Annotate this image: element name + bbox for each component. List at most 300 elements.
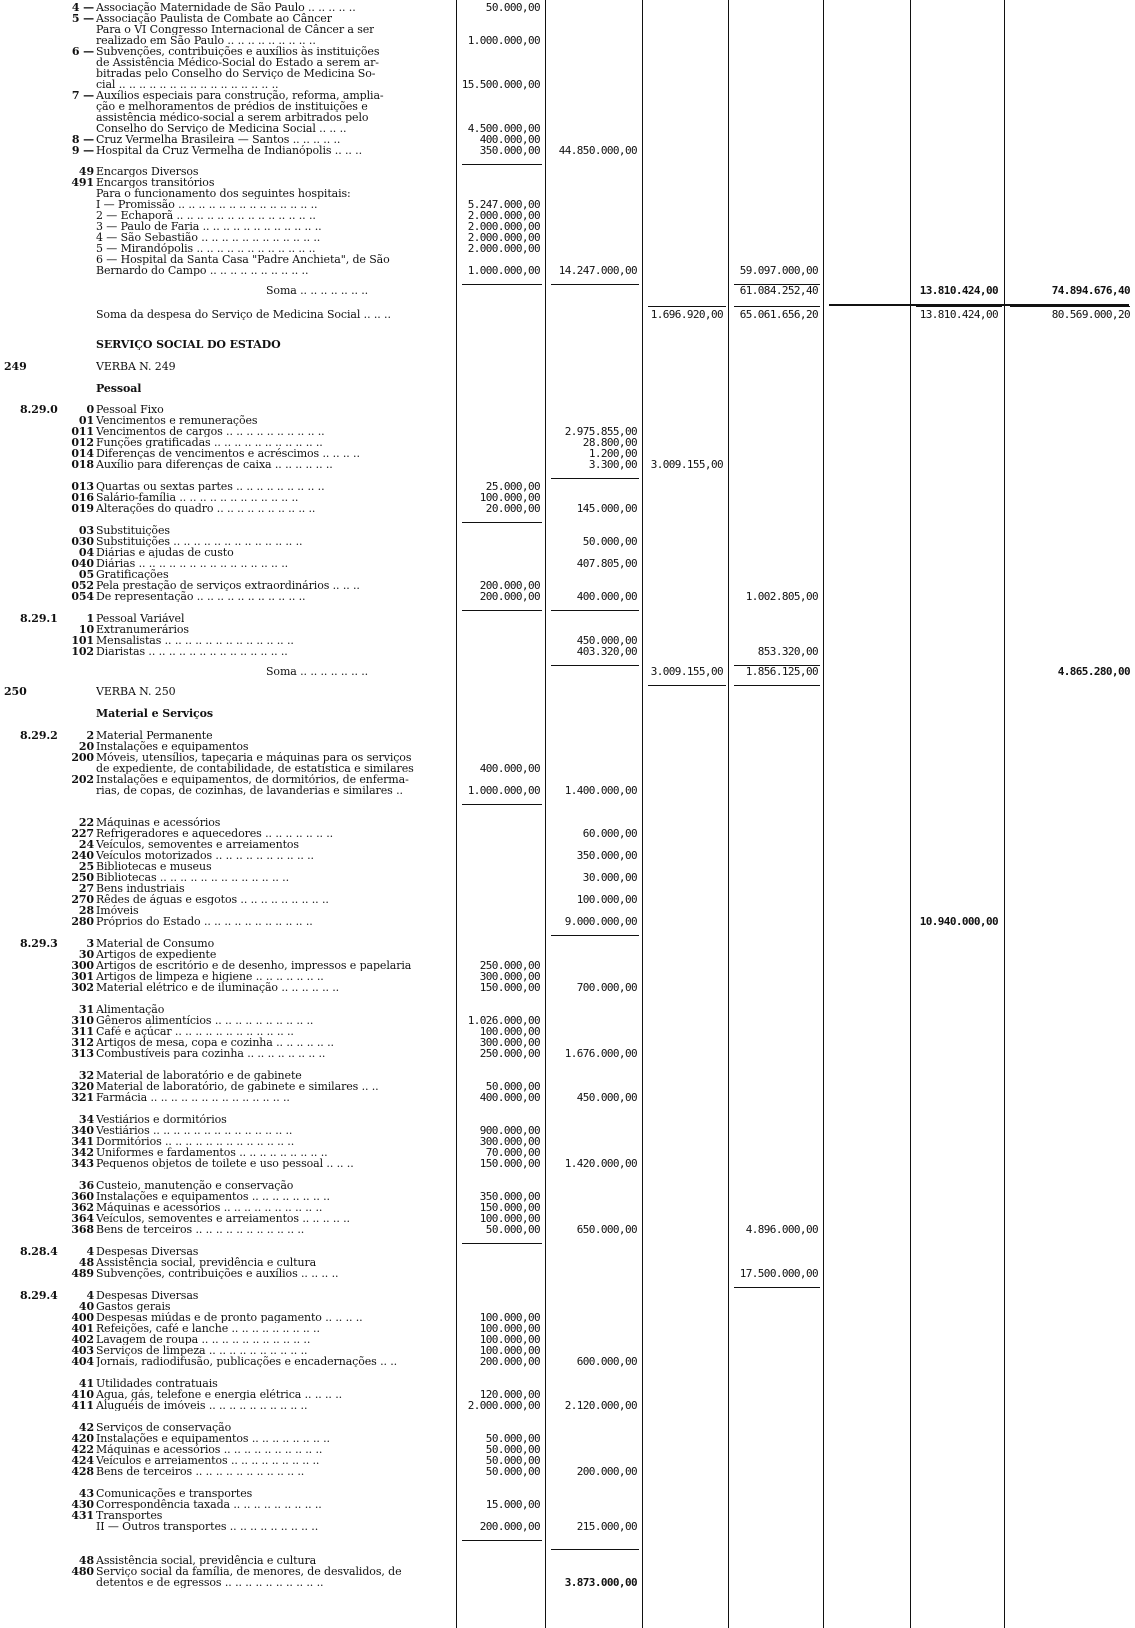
line-label: Conselho do Serviço de Medicina Social .. .. .. [96, 123, 347, 134]
line-subcode: 8 — [71, 133, 94, 146]
line-label: de Assistência Médico-Social do Estado a serem ar- [96, 57, 379, 68]
total-rule [1010, 306, 1130, 307]
total-rule [462, 164, 542, 165]
column-rule [823, 0, 824, 1628]
column-rule [910, 0, 911, 1628]
amount-c1: 50.000,00 [485, 1080, 540, 1093]
line-label: rias, de copas, de cozinhas, de lavanderias e similares .. [96, 785, 403, 796]
amount-c3: 3.009.155,00 [650, 458, 723, 471]
line-subcode: 41 [78, 1377, 94, 1390]
line-label: Uniformes e fardamentos .. .. .. .. .. .. .. .. .. [96, 1147, 328, 1158]
line-label: II — Outros transportes .. .. .. .. .. .. .. .. .. [96, 1521, 319, 1532]
line-label: Substituições [96, 525, 170, 536]
total-rule [551, 665, 639, 666]
amount-c1: 100.000,00 [479, 491, 540, 504]
amount-c1: 50.000,00 [485, 1465, 540, 1478]
line-label: Despesas miúdas e de pronto pagamento .. .. .. .. [96, 1312, 363, 1323]
amount-c2: 2.975.855,00 [564, 425, 637, 438]
line-label: Bernardo do Campo .. .. .. .. .. .. .. .. .. .. [96, 265, 309, 276]
line-label: realizado em São Paulo .. .. .. .. .. .. .. .. .. [96, 35, 316, 46]
line-label: Bens de terceiros .. .. .. .. .. .. .. .. .. .. .. [96, 1224, 305, 1235]
line-label: Hospital da Cruz Vermelha de Indianópolis .. .. .. [96, 145, 362, 156]
line-label: Assistência social, previdência e cultura [96, 1257, 317, 1268]
line-label: Pessoal Variável [96, 613, 185, 624]
line-subcode: 312 [71, 1036, 94, 1049]
amount-c1: 120.000,00 [479, 1388, 540, 1401]
amount-c1: 300.000,00 [479, 970, 540, 983]
line-label: Associação Paulista de Combate ao Câncer [96, 13, 332, 24]
amount-c2: 650.000,00 [576, 1223, 637, 1236]
line-code: 8.29.3 [20, 937, 58, 950]
line-label: Serviço social da família, de menores, de desvalidos, de [96, 1566, 402, 1577]
line-label: Vencimentos de cargos .. .. .. .. .. .. .. .. .. .. [96, 426, 325, 437]
amount-c1: 15.000,00 [485, 1498, 540, 1511]
line-subcode: 49 [78, 165, 94, 178]
amount-c6: 74.894.676,40 [1051, 284, 1130, 297]
amount-c2: 407.805,00 [576, 557, 637, 570]
line-label: SERVIÇO SOCIAL DO ESTADO [96, 339, 281, 350]
line-label: Vestiários e dormitórios [96, 1114, 227, 1125]
line-label: Refeições, café e lanche .. .. .. .. .. .. .. .. .. [96, 1323, 320, 1334]
total-rule [462, 1243, 542, 1244]
line-label: Para o funcionamento dos seguintes hospitais: [96, 188, 351, 199]
line-label: Artigos de escritório e de desenho, impressos e papelaria [96, 960, 412, 971]
line-subcode: 040 [71, 557, 94, 570]
line-label: detentos e de egressos .. .. .. .. .. .. .. .. .. .. [96, 1577, 324, 1588]
line-subcode: 42 [78, 1421, 94, 1434]
line-label: 4 — São Sebastião .. .. .. .. .. .. .. .. .. .. .. .. [96, 232, 321, 243]
amount-c1: 5.247.000,00 [467, 198, 540, 211]
amount-c1: 2.000.000,00 [467, 1399, 540, 1412]
line-label: Auxílio para diferenças de caixa .. .. .. .. .. .. [96, 459, 333, 470]
line-label: Diferenças de vencimentos e acréscimos .. .. .. .. [96, 448, 360, 459]
line-label: I — Promissão .. .. .. .. .. .. .. .. .. .. .. .. .. .. [96, 199, 318, 210]
line-subcode: 403 [71, 1344, 94, 1357]
amount-c1: 1.000.000,00 [467, 784, 540, 797]
amount-c2: 44.850.000,00 [558, 144, 637, 157]
amount-c4: 853.320,00 [757, 645, 818, 658]
line-label: Custeio, manutenção e conservação [96, 1180, 294, 1191]
amount-c2: 2.120.000,00 [564, 1399, 637, 1412]
line-label: Veículos, semoventes e arreiamentos [96, 839, 299, 850]
total-rule [734, 306, 820, 307]
total-rule [648, 685, 726, 686]
line-label: Serviços de conservação [96, 1422, 232, 1433]
line-subcode: 7 — [71, 89, 94, 102]
line-subcode: 321 [71, 1091, 94, 1104]
amount-c2: 145.000,00 [576, 502, 637, 515]
line-code: 8.29.4 [20, 1289, 58, 1302]
line-label: Encargos Diversos [96, 166, 199, 177]
amount-c2: 3.873.000,00 [564, 1576, 637, 1589]
amount-c4: 4.896.000,00 [745, 1223, 818, 1236]
line-subcode: 280 [71, 915, 94, 928]
line-label: Instalações e equipamentos [96, 741, 249, 752]
line-subcode: 340 [71, 1124, 94, 1137]
line-subcode: 364 [71, 1212, 94, 1225]
line-label: Máquinas e acessórios .. .. .. .. .. .. .. .. .. .. [96, 1202, 323, 1213]
line-subcode: 311 [71, 1025, 94, 1038]
line-label: Artigos de limpeza e higiene .. .. .. .. .. .. .. [96, 971, 324, 982]
line-label: Material e Serviços [96, 708, 213, 719]
line-subcode: 6 — [71, 45, 94, 58]
line-label: Encargos transitórios [96, 177, 215, 188]
amount-c2: 700.000,00 [576, 981, 637, 994]
total-rule [551, 1549, 639, 1550]
line-label: 6 — Hospital da Santa Casa "Padre Anchieta", de São [96, 254, 390, 265]
line-subcode: 43 [78, 1487, 94, 1500]
line-label: Vestiários .. .. .. .. .. .. .. .. .. .. .. .. .. .. [96, 1125, 293, 1136]
line-label: de expediente, de contabilidade, de estatística e similares [96, 763, 414, 774]
line-label: Salário-família .. .. .. .. .. .. .. .. .. .. .. .. [96, 492, 299, 503]
line-label: De representação .. .. .. .. .. .. .. .. .. .. .. [96, 591, 306, 602]
line-subcode: 227 [71, 827, 94, 840]
line-label: Despesas Diversas [96, 1246, 199, 1257]
line-label: Máquinas e acessórios .. .. .. .. .. .. .. .. .. .. [96, 1444, 323, 1455]
line-label: Soma .. .. .. .. .. .. .. [266, 666, 369, 677]
line-subcode: 302 [71, 981, 94, 994]
line-subcode: 362 [71, 1201, 94, 1214]
amount-c1: 50.000,00 [485, 1432, 540, 1445]
line-label: Próprios do Estado .. .. .. .. .. .. .. .. .. .. .. [96, 916, 313, 927]
line-label: Veículos e arreiamentos .. .. .. .. .. .. .. .. .. [96, 1455, 320, 1466]
line-label: Transportes [96, 1510, 163, 1521]
amount-c1: 150.000,00 [479, 1201, 540, 1214]
amount-c4: 17.500.000,00 [739, 1267, 818, 1280]
line-subcode: 9 — [71, 144, 94, 157]
line-subcode: 40 [78, 1300, 94, 1313]
amount-c2: 1.420.000,00 [564, 1157, 637, 1170]
amount-c2: 100.000,00 [576, 893, 637, 906]
line-label: 3 — Paulo de Faria .. .. .. .. .. .. .. .. .. .. .. .. [96, 221, 322, 232]
amount-c1: 350.000,00 [479, 1190, 540, 1203]
line-subcode: 2 [86, 729, 94, 742]
line-subcode: 431 [71, 1509, 94, 1522]
line-subcode: 03 [78, 524, 94, 537]
line-label: VERBA N. 249 [96, 361, 176, 372]
line-label: Farmácia .. .. .. .. .. .. .. .. .. .. .. .. .. .. [96, 1092, 290, 1103]
line-label: Material elétrico e de iluminação .. .. .. .. .. .. [96, 982, 340, 993]
line-subcode: 489 [71, 1267, 94, 1280]
line-label: Comunicações e transportes [96, 1488, 253, 1499]
amount-c2: 450.000,00 [576, 634, 637, 647]
line-subcode: 250 [71, 871, 94, 884]
line-subcode: 052 [71, 579, 94, 592]
line-label: Soma .. .. .. .. .. .. .. [266, 285, 369, 296]
total-rule [462, 522, 542, 523]
line-subcode: 4 [86, 1289, 94, 1302]
line-label: VERBA N. 250 [96, 686, 176, 697]
line-label: Café e açúcar .. .. .. .. .. .. .. .. .. .. .. .. [96, 1026, 294, 1037]
amount-c6: 80.569.000,20 [1051, 308, 1130, 321]
line-label: Assistência social, previdência e cultura [96, 1555, 317, 1566]
amount-c2: 30.000,00 [582, 871, 637, 884]
line-label: Artigos de expediente [96, 949, 217, 960]
line-label: Mensalistas .. .. .. .. .. .. .. .. .. .. .. .. .. [96, 635, 294, 646]
amount-c3: 3.009.155,00 [650, 665, 723, 678]
line-subcode: 04 [78, 546, 94, 559]
line-subcode: 101 [71, 634, 94, 647]
amount-c2: 600.000,00 [576, 1355, 637, 1368]
amount-c2: 403.320,00 [576, 645, 637, 658]
line-subcode: 0 [86, 403, 94, 416]
amount-c1: 200.000,00 [479, 590, 540, 603]
line-subcode: 019 [71, 502, 94, 515]
line-subcode: 4 — [71, 1, 94, 14]
line-subcode: 016 [71, 491, 94, 504]
line-label: Quartas ou sextas partes .. .. .. .. .. .. .. .. .. [96, 481, 325, 492]
amount-c1: 4.500.000,00 [467, 122, 540, 135]
amount-c2: 400.000,00 [576, 590, 637, 603]
amount-c1: 25.000,00 [485, 480, 540, 493]
line-subcode: 012 [71, 436, 94, 449]
line-label: Bibliotecas e museus [96, 861, 212, 872]
line-subcode: 400 [71, 1311, 94, 1324]
amount-c1: 900.000,00 [479, 1124, 540, 1137]
line-label: Veículos, semoventes e arreiamentos .. .. .. .. .. [96, 1213, 350, 1224]
line-subcode: 31 [78, 1003, 94, 1016]
amount-c3: 1.696.920,00 [650, 308, 723, 321]
line-subcode: 422 [71, 1443, 94, 1456]
line-label: cial .. .. .. .. .. .. .. .. .. .. .. .. .. .. .. .. [96, 79, 279, 90]
amount-c1: 250.000,00 [479, 959, 540, 972]
line-label: Instalações e equipamentos .. .. .. .. .. .. .. .. [96, 1191, 330, 1202]
line-label: Máquinas e acessórios [96, 817, 221, 828]
amount-c1: 150.000,00 [479, 981, 540, 994]
amount-c1: 1.000.000,00 [467, 264, 540, 277]
line-label: Despesas Diversas [96, 1290, 199, 1301]
line-code: 249 [4, 360, 27, 373]
line-label: assistência médico-social a serem arbitrados pelo [96, 112, 369, 123]
amount-c2: 14.247.000,00 [558, 264, 637, 277]
total-rule [462, 804, 542, 805]
line-label: Lavagem de roupa .. .. .. .. .. .. .. .. .. .. .. [96, 1334, 311, 1345]
amount-c2: 9.000.000,00 [564, 915, 637, 928]
line-subcode: 301 [71, 970, 94, 983]
line-subcode: 013 [71, 480, 94, 493]
line-subcode: 240 [71, 849, 94, 862]
line-subcode: 402 [71, 1333, 94, 1346]
line-label: Jornais, radiodifusão, publicações e encadernações .. .. [96, 1356, 398, 1367]
line-label: Subvenções, contribuições e auxílios às instituições [96, 46, 380, 57]
line-label: Imóveis [96, 905, 139, 916]
amount-c1: 2.000.000,00 [467, 231, 540, 244]
line-subcode: 24 [78, 838, 94, 851]
line-subcode: 102 [71, 645, 94, 658]
line-subcode: 1 [86, 612, 94, 625]
line-label: Pessoal [96, 383, 142, 394]
amount-c1: 2.000.000,00 [467, 220, 540, 233]
line-label: Subvenções, contribuições e auxílios .. .. .. .. [96, 1268, 339, 1279]
line-subcode: 20 [78, 740, 94, 753]
line-subcode: 360 [71, 1190, 94, 1203]
line-subcode: 10 [78, 623, 94, 636]
line-code: 8.29.0 [20, 403, 58, 416]
amount-c2: 60.000,00 [582, 827, 637, 840]
line-code: 8.29.2 [20, 729, 58, 742]
line-label: Agua, gás, telefone e energia elétrica .. .. .. .. [96, 1389, 342, 1400]
line-label: Material de laboratório, de gabinete e similares .. .. [96, 1081, 379, 1092]
amount-c1: 100.000,00 [479, 1333, 540, 1346]
line-subcode: 32 [78, 1069, 94, 1082]
amount-c1: 300.000,00 [479, 1135, 540, 1148]
amount-c5: 10.940.000,00 [919, 915, 998, 928]
line-subcode: 428 [71, 1465, 94, 1478]
line-label: Funções gratificadas .. .. .. .. .. .. .. .. .. .. .. [96, 437, 323, 448]
line-subcode: 3 [86, 937, 94, 950]
line-label: Bens de terceiros .. .. .. .. .. .. .. .. .. .. .. [96, 1466, 305, 1477]
line-label: Material de laboratório e de gabinete [96, 1070, 302, 1081]
line-label: Alimentação [96, 1004, 165, 1015]
total-rule [734, 1287, 820, 1288]
line-subcode: 420 [71, 1432, 94, 1445]
amount-c4: 1.856.125,00 [745, 665, 818, 678]
amount-c2: 28.800,00 [582, 436, 637, 449]
amount-c2: 450.000,00 [576, 1091, 637, 1104]
line-subcode: 341 [71, 1135, 94, 1148]
line-label: Material Permanente [96, 730, 213, 741]
line-label: bitradas pelo Conselho do Serviço de Medicina So- [96, 68, 376, 79]
total-rule [462, 284, 542, 285]
line-subcode: 300 [71, 959, 94, 972]
line-label: Refrigeradores e aquecedores .. .. .. .. .. .. .. [96, 828, 334, 839]
amount-c4: 59.097.000,00 [739, 264, 818, 277]
line-label: Serviços de limpeza .. .. .. .. .. .. .. .. .. .. [96, 1345, 308, 1356]
total-rule [648, 306, 726, 307]
line-label: Dormitórios .. .. .. .. .. .. .. .. .. .. .. .. .. [96, 1136, 295, 1147]
line-subcode: 200 [71, 751, 94, 764]
line-subcode: 270 [71, 893, 94, 906]
amount-c2: 3.300,00 [588, 458, 637, 471]
amount-c1: 50.000,00 [485, 1443, 540, 1456]
amount-c2: 350.000,00 [576, 849, 637, 862]
amount-c2: 1.400.000,00 [564, 784, 637, 797]
total-rule [734, 685, 820, 686]
amount-c1: 1.000.000,00 [467, 34, 540, 47]
line-subcode: 5 — [71, 12, 94, 25]
line-subcode: 30 [78, 948, 94, 961]
line-code: 8.29.1 [20, 612, 58, 625]
line-subcode: 424 [71, 1454, 94, 1467]
line-label: Vencimentos e remunerações [96, 415, 258, 426]
line-subcode: 480 [71, 1565, 94, 1578]
line-subcode: 054 [71, 590, 94, 603]
amount-c1: 50.000,00 [485, 1223, 540, 1236]
amount-c1: 50.000,00 [485, 1454, 540, 1467]
line-subcode: 404 [71, 1355, 94, 1368]
amount-c1: 2.000.000,00 [467, 242, 540, 255]
line-subcode: 014 [71, 447, 94, 460]
amount-c1: 100.000,00 [479, 1344, 540, 1357]
line-label: Pela prestação de serviços extraordinários .. .. .. [96, 580, 360, 591]
line-subcode: 05 [78, 568, 94, 581]
amount-c4: 1.002.805,00 [745, 590, 818, 603]
line-label: Cruz Vermelha Brasileira — Santos .. .. .. .. .. [96, 134, 341, 145]
line-label: Aluguéis de imóveis .. .. .. .. .. .. .. .. .. .. [96, 1400, 308, 1411]
line-subcode: 401 [71, 1322, 94, 1335]
line-label: Rêdes de águas e esgotos .. .. .. .. .. .. .. .. .. [96, 894, 329, 905]
amount-c1: 400.000,00 [479, 133, 540, 146]
line-label: Veículos motorizados .. .. .. .. .. .. .. .. .. .. [96, 850, 314, 861]
line-subcode: 030 [71, 535, 94, 548]
amount-c1: 200.000,00 [479, 1355, 540, 1368]
line-subcode: 491 [71, 176, 94, 189]
line-label: Pessoal Fixo [96, 404, 164, 415]
total-rule [551, 610, 639, 611]
line-subcode: 430 [71, 1498, 94, 1511]
line-subcode: 36 [78, 1179, 94, 1192]
line-label: Bibliotecas .. .. .. .. .. .. .. .. .. .. .. .. .. [96, 872, 289, 883]
line-label: Diárias e ajudas de custo [96, 547, 234, 558]
amount-c6: 4.865.280,00 [1057, 665, 1130, 678]
line-subcode: 48 [78, 1256, 94, 1269]
line-label: 5 — Mirandópolis .. .. .. .. .. .. .. .. .. .. .. .. [96, 243, 316, 254]
total-rule [916, 306, 1002, 307]
line-label: Bens industriais [96, 883, 185, 894]
line-subcode: 320 [71, 1080, 94, 1093]
line-subcode: 202 [71, 773, 94, 786]
amount-c5: 13.810.424,00 [919, 284, 998, 297]
amount-c2: 50.000,00 [582, 535, 637, 548]
amount-c1: 200.000,00 [479, 579, 540, 592]
line-label: Soma da despesa do Serviço de Medicina Social .. .. .. [96, 309, 391, 320]
amount-c1: 20.000,00 [485, 502, 540, 515]
amount-c1: 300.000,00 [479, 1036, 540, 1049]
line-subcode: 310 [71, 1014, 94, 1027]
line-label: Móveis, utensílios, tapeçaria e máquinas para os serviços [96, 752, 412, 763]
line-subcode: 27 [78, 882, 94, 895]
amount-c1: 100.000,00 [479, 1212, 540, 1225]
amount-c5: 13.810.424,00 [919, 308, 998, 321]
line-code: 8.28.4 [20, 1245, 58, 1258]
line-subcode: 25 [78, 860, 94, 873]
total-rule [462, 1540, 542, 1541]
column-rule [545, 0, 546, 1628]
line-label: Para o VI Congresso Internacional de Câncer a ser [96, 24, 375, 35]
line-label: 2 — Echaporã .. .. .. .. .. .. .. .. .. .. .. .. .. .. [96, 210, 316, 221]
amount-c1: 400.000,00 [479, 1091, 540, 1104]
column-rule [642, 0, 643, 1628]
amount-c1: 2.000.000,00 [467, 209, 540, 222]
line-subcode: 01 [78, 414, 94, 427]
line-label: Utilidades contratuais [96, 1378, 218, 1389]
amount-c1: 15.500.000,00 [461, 78, 540, 91]
amount-c2: 1.200,00 [588, 447, 637, 460]
column-rule [728, 0, 729, 1628]
amount-c1: 70.000,00 [485, 1146, 540, 1159]
line-subcode: 011 [71, 425, 94, 438]
amount-c4: 65.061.656,20 [739, 308, 818, 321]
line-label: Diaristas .. .. .. .. .. .. .. .. .. .. .. .. .. .. [96, 646, 288, 657]
amount-c1: 100.000,00 [479, 1322, 540, 1335]
total-rule [551, 284, 639, 285]
line-subcode: 411 [71, 1399, 94, 1412]
total-rule [462, 610, 542, 611]
amount-c1: 1.026.000,00 [467, 1014, 540, 1027]
line-subcode: 34 [78, 1113, 94, 1126]
line-subcode: 48 [78, 1554, 94, 1567]
amount-c2: 1.676.000,00 [564, 1047, 637, 1060]
line-subcode: 313 [71, 1047, 94, 1060]
total-rule [551, 478, 639, 479]
amount-c1: 400.000,00 [479, 762, 540, 775]
column-rule [1004, 0, 1005, 1628]
amount-c1: 100.000,00 [479, 1025, 540, 1038]
line-subcode: 28 [78, 904, 94, 917]
line-label: Instalações e equipamentos, de dormitórios, de enferma- [96, 774, 409, 785]
amount-c2: 200.000,00 [576, 1465, 637, 1478]
line-label: Alterações do quadro .. .. .. .. .. .. .. .. .. .. [96, 503, 316, 514]
